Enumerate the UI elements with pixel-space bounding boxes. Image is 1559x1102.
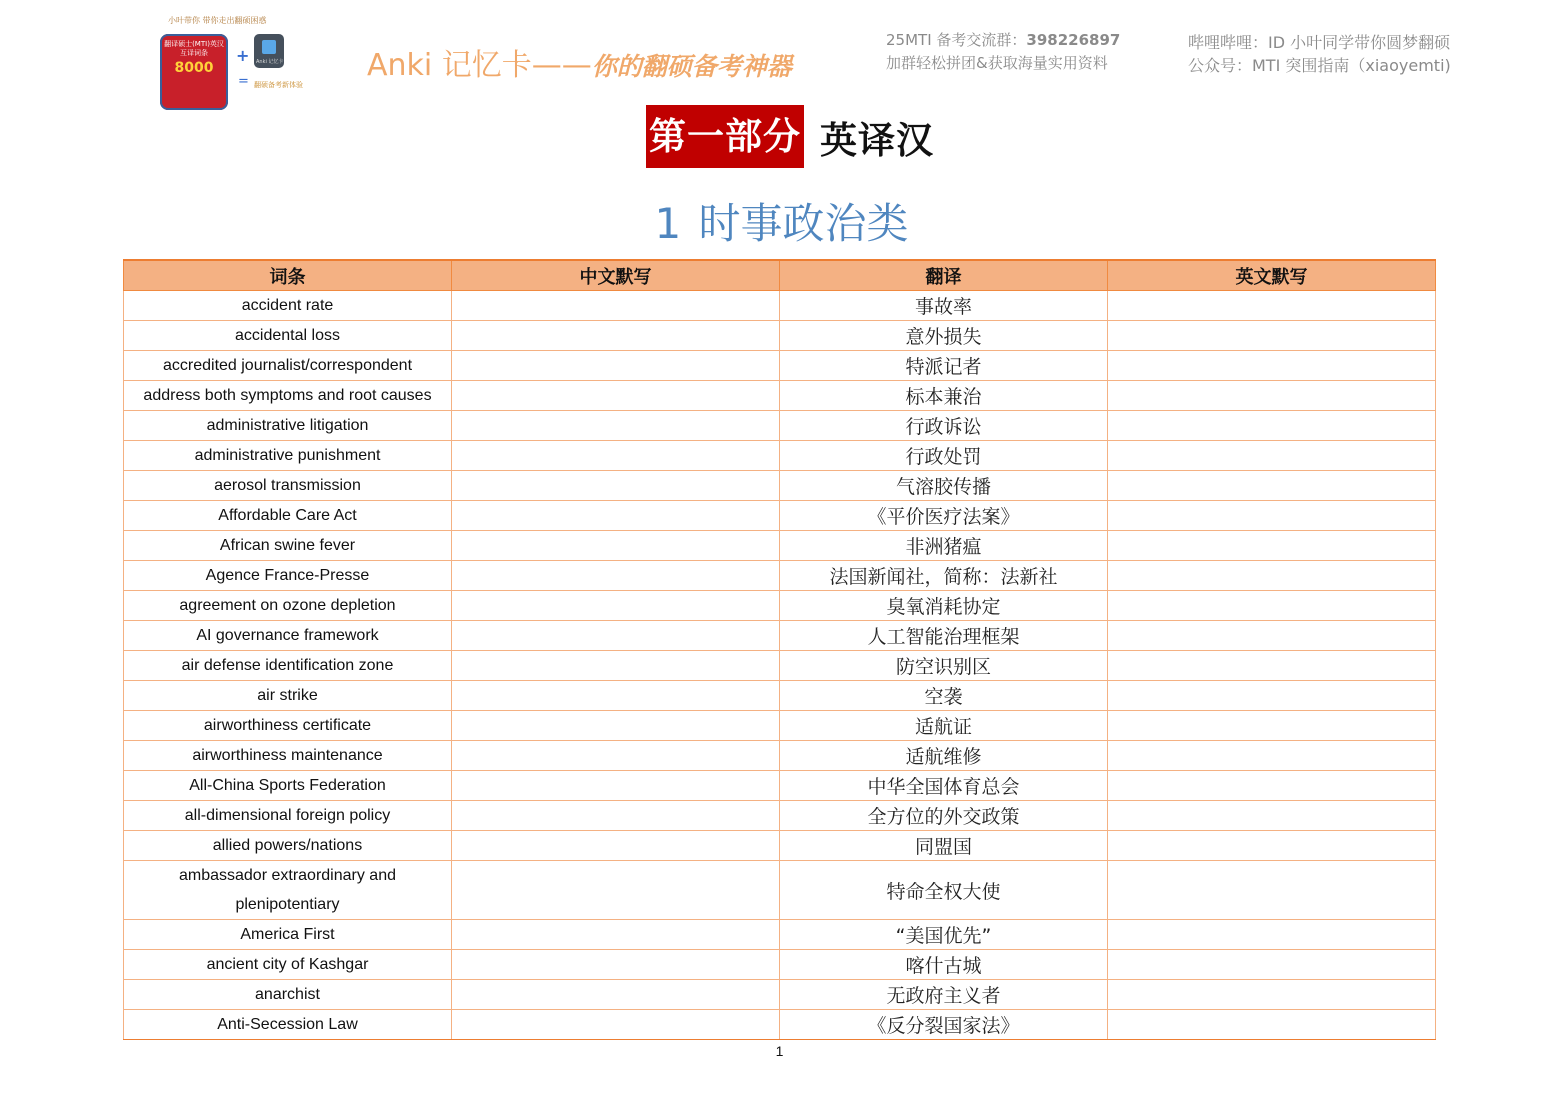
table-row [124,561,1436,591]
group-promo: 加群轻松拼团&获取海量实用资料 [886,54,1108,72]
table-row [124,861,1436,920]
chinese-dictation-cell [452,741,780,771]
translation-cell: 标本兼治 [780,381,1108,411]
term-cell: Anti-Secession Law [124,1010,452,1040]
vocab-table [123,259,1436,1040]
equals-sign: = [238,74,249,89]
table-row [124,1010,1436,1040]
chinese-dictation-cell [452,291,780,321]
english-dictation-cell [1108,831,1436,861]
table-row [124,950,1436,980]
section-number: 1 [654,199,682,248]
table-row [124,980,1436,1010]
chinese-dictation-cell [452,321,780,351]
chinese-dictation-cell [452,681,780,711]
column-header-english-dictation: 英文默写 [1108,260,1436,291]
term-cell: airworthiness certificate [124,711,452,741]
translation-cell: 特命全权大使 [780,861,1108,920]
table-row [124,351,1436,381]
table-row [124,441,1436,471]
translation-cell: 法国新闻社，简称：法新社 [780,561,1108,591]
english-dictation-cell [1108,741,1436,771]
term-cell: accidental loss [124,321,452,351]
term-cell: aerosol transmission [124,471,452,501]
table-row [124,920,1436,950]
english-dictation-cell [1108,920,1436,950]
translation-cell: 无政府主义者 [780,980,1108,1010]
term-cell: Agence France-Presse [124,561,452,591]
english-dictation-cell [1108,441,1436,471]
chinese-dictation-cell [452,831,780,861]
term-cell: AI governance framework [124,621,452,651]
term-cell: ambassador extraordinary and plenipotentiary [124,861,452,920]
term-cell: All-China Sports Federation [124,771,452,801]
group-info [886,29,1120,75]
english-dictation-cell [1108,1010,1436,1040]
chinese-dictation-cell [452,980,780,1010]
page-number: 1 [775,1043,784,1059]
translation-cell: 全方位的外交政策 [780,801,1108,831]
group-number: 398226897 [1026,31,1121,49]
table-row [124,411,1436,441]
translation-cell: 行政诉讼 [780,411,1108,441]
logo-result-text: 翻硕备考新体验 [254,81,303,89]
group-label: 25MTI 备考交流群： [886,31,1027,49]
table-row [124,321,1436,351]
chinese-dictation-cell [452,531,780,561]
table-row [124,681,1436,711]
term-cell: accredited journalist/correspondent [124,351,452,381]
chinese-dictation-cell [452,501,780,531]
book-cover-number: 8000 [174,60,214,76]
term-cell: accident rate [124,291,452,321]
table-row [124,621,1436,651]
vocab-table-body [124,291,1436,1040]
english-dictation-cell [1108,771,1436,801]
table-row [124,381,1436,411]
brand-slogan: 你的翻硕备考神器 [591,52,792,81]
translation-cell: 特派记者 [780,351,1108,381]
english-dictation-cell [1108,711,1436,741]
translation-cell: 《反分裂国家法》 [780,1010,1108,1040]
section-name: 时事政治类 [698,199,909,248]
plus-sign: + [236,46,250,65]
english-dictation-cell [1108,591,1436,621]
book-cover-icon [160,34,228,110]
bilibili-id: 哔哩哔哩：ID 小叶同学带你圆梦翻硕 [1188,33,1451,52]
social-info [1188,31,1451,77]
english-dictation-cell [1108,291,1436,321]
term-cell: air strike [124,681,452,711]
term-cell: air defense identification zone [124,651,452,681]
english-dictation-cell [1108,411,1436,441]
chinese-dictation-cell [452,381,780,411]
translation-cell: 中华全国体育总会 [780,771,1108,801]
chinese-dictation-cell [452,441,780,471]
chinese-dictation-cell [452,561,780,591]
translation-cell: 空袭 [780,681,1108,711]
term-cell: ancient city of Kashgar [124,950,452,980]
translation-cell: 非洲猪瘟 [780,531,1108,561]
translation-cell: 臭氧消耗协定 [780,591,1108,621]
english-dictation-cell [1108,681,1436,711]
translation-cell: 人工智能治理框架 [780,621,1108,651]
term-cell: Affordable Care Act [124,501,452,531]
table-row [124,801,1436,831]
term-cell: America First [124,920,452,950]
translation-cell: 防空识别区 [780,651,1108,681]
translation-cell: “美国优先” [780,920,1108,950]
chinese-dictation-cell [452,801,780,831]
english-dictation-cell [1108,561,1436,591]
wechat-account: 公众号：MTI 突围指南（xiaoyemti) [1188,56,1451,75]
book-cover-title: 翻译硕士(MTI)英汉互译词条 [164,40,224,57]
table-row [124,711,1436,741]
chinese-dictation-cell [452,411,780,441]
table-row [124,531,1436,561]
anki-app-icon [254,34,284,68]
part-label: 第一部分 [646,105,804,168]
english-dictation-cell [1108,381,1436,411]
english-dictation-cell [1108,471,1436,501]
translation-cell: 气溶胶传播 [780,471,1108,501]
column-header-term: 词条 [124,260,452,291]
translation-cell: 行政处罚 [780,441,1108,471]
column-header-translation: 翻译 [780,260,1108,291]
english-dictation-cell [1108,950,1436,980]
column-header-chinese-dictation: 中文默写 [452,260,780,291]
english-dictation-cell [1108,651,1436,681]
part-heading [646,105,934,168]
chinese-dictation-cell [452,861,780,920]
table-row [124,291,1436,321]
brand-dash: —— [531,48,592,83]
term-cell: administrative litigation [124,411,452,441]
chinese-dictation-cell [452,920,780,950]
term-cell: airworthiness maintenance [124,741,452,771]
english-dictation-cell [1108,801,1436,831]
chinese-dictation-cell [452,711,780,741]
term-cell: administrative punishment [124,441,452,471]
chinese-dictation-cell [452,1010,780,1040]
brand-title [367,40,792,84]
chinese-dictation-cell [452,621,780,651]
brand-name: Anki 记忆卡 [367,48,532,83]
logo-tagline: 小叶带你 带你走出翻硕困惑 [168,16,267,25]
brand-logo [158,12,303,100]
english-dictation-cell [1108,531,1436,561]
term-cell: address both symptoms and root causes [124,381,452,411]
chinese-dictation-cell [452,591,780,621]
term-cell: African swine fever [124,531,452,561]
translation-cell: 适航维修 [780,741,1108,771]
table-row [124,471,1436,501]
translation-cell: 同盟国 [780,831,1108,861]
table-row [124,741,1436,771]
translation-cell: 意外损失 [780,321,1108,351]
chinese-dictation-cell [452,950,780,980]
term-cell: agreement on ozone depletion [124,591,452,621]
english-dictation-cell [1108,621,1436,651]
chinese-dictation-cell [452,771,780,801]
part-title: 英译汉 [820,118,934,162]
table-row [124,771,1436,801]
english-dictation-cell [1108,980,1436,1010]
english-dictation-cell [1108,351,1436,381]
chinese-dictation-cell [452,471,780,501]
term-cell: all-dimensional foreign policy [124,801,452,831]
term-cell: anarchist [124,980,452,1010]
translation-cell: 《平价医疗法案》 [780,501,1108,531]
table-row [124,501,1436,531]
section-title [0,191,1559,251]
translation-cell: 事故率 [780,291,1108,321]
translation-cell: 适航证 [780,711,1108,741]
chinese-dictation-cell [452,651,780,681]
english-dictation-cell [1108,861,1436,920]
app-caption: Anki 记忆卡 [256,59,284,65]
table-row [124,831,1436,861]
term-cell: allied powers/nations [124,831,452,861]
english-dictation-cell [1108,321,1436,351]
english-dictation-cell [1108,501,1436,531]
table-row [124,651,1436,681]
translation-cell: 喀什古城 [780,950,1108,980]
table-row [124,591,1436,621]
chinese-dictation-cell [452,351,780,381]
phone-screen-icon [262,40,276,54]
table-header-row [124,260,1436,291]
